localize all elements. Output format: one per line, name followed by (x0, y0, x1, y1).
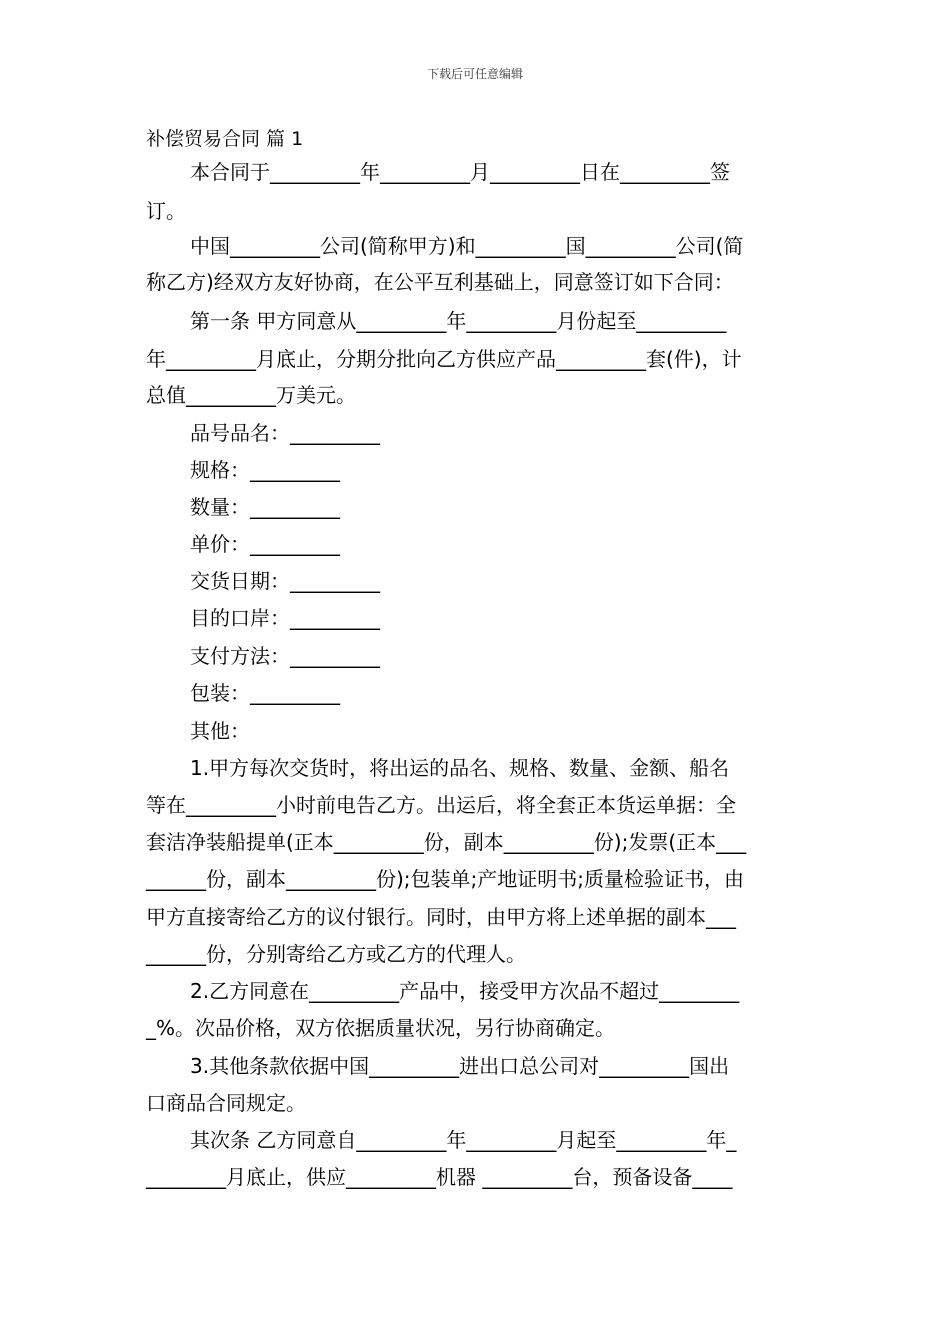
paragraph-line: 口商品合同规定。 (146, 1091, 306, 1115)
field-line: 品号品名：_________ (190, 421, 380, 445)
paragraph-line: 3.其他条款依据中国_________进出口总公司对_________国出 (190, 1054, 730, 1078)
field-line: 单价：_________ (190, 532, 340, 556)
paragraph-line: 中国_________公司(简称甲方)和_________国_________公司(简 (190, 234, 744, 258)
field-line: 规格：_________ (190, 458, 340, 482)
paragraph-line: 订。 (146, 199, 186, 223)
paragraph-line: _%。次品价格，双方依据质量状况，另行协商确定。 (146, 1016, 616, 1040)
paragraph-line: 本合同于_________年_________月_________日在_________签 (190, 160, 730, 184)
paragraph-line: ________月底止，供应_________机器 _________台，预备设备____ (146, 1165, 733, 1189)
field-line: 目的口岸：_________ (190, 606, 380, 630)
document-title: 补偿贸易合同 篇 1 (146, 128, 304, 150)
paragraph-line: 等在_________小时前电告乙方。出运后，将全套正本货运单据：全 (146, 793, 736, 817)
field-line: 数量：_________ (190, 495, 340, 519)
paragraph-line: ______份，分别寄给乙方或乙方的代理人。 (146, 942, 526, 966)
paragraph-line: 总值_________万美元。 (146, 383, 356, 407)
paragraph-line: 1.甲方每次交货时，将出运的品名、规格、数量、金额、船名 (190, 756, 730, 780)
field-line: 支付方法：_________ (190, 644, 380, 668)
paragraph-line: 2.乙方同意在_________产品中，接受甲方次品不超过________ (190, 979, 740, 1003)
field-line: 交货日期：_________ (190, 569, 380, 593)
paragraph-line: 其次条 乙方同意自_________年_________月起至_________年_ (190, 1128, 737, 1152)
field-line: 其他： (190, 719, 250, 743)
paragraph-line: 称乙方)经双方友好协商，在公平互利基础上，同意签订如下合同： (146, 270, 734, 294)
field-line: 包装：_________ (190, 681, 340, 705)
paragraph-line: 年_________月底止，分期分批向乙方供应产品_________套(件)，计 (146, 347, 742, 371)
paragraph-line: 第一条 甲方同意从_________年_________月份起至_________ (190, 309, 727, 333)
paragraph-line: 套洁净装船提单(正本_________份，副本_________份);发票(正本___ (146, 830, 747, 854)
paragraph-line: 甲方直接寄给乙方的议付银行。同时，由甲方将上述单据的副本___ (146, 905, 736, 929)
page-header: 下载后可任意编辑 (426, 67, 523, 81)
paragraph-line: ______份，副本_________份);包装单;产地证明书;质量检验证书，由 (146, 867, 745, 891)
